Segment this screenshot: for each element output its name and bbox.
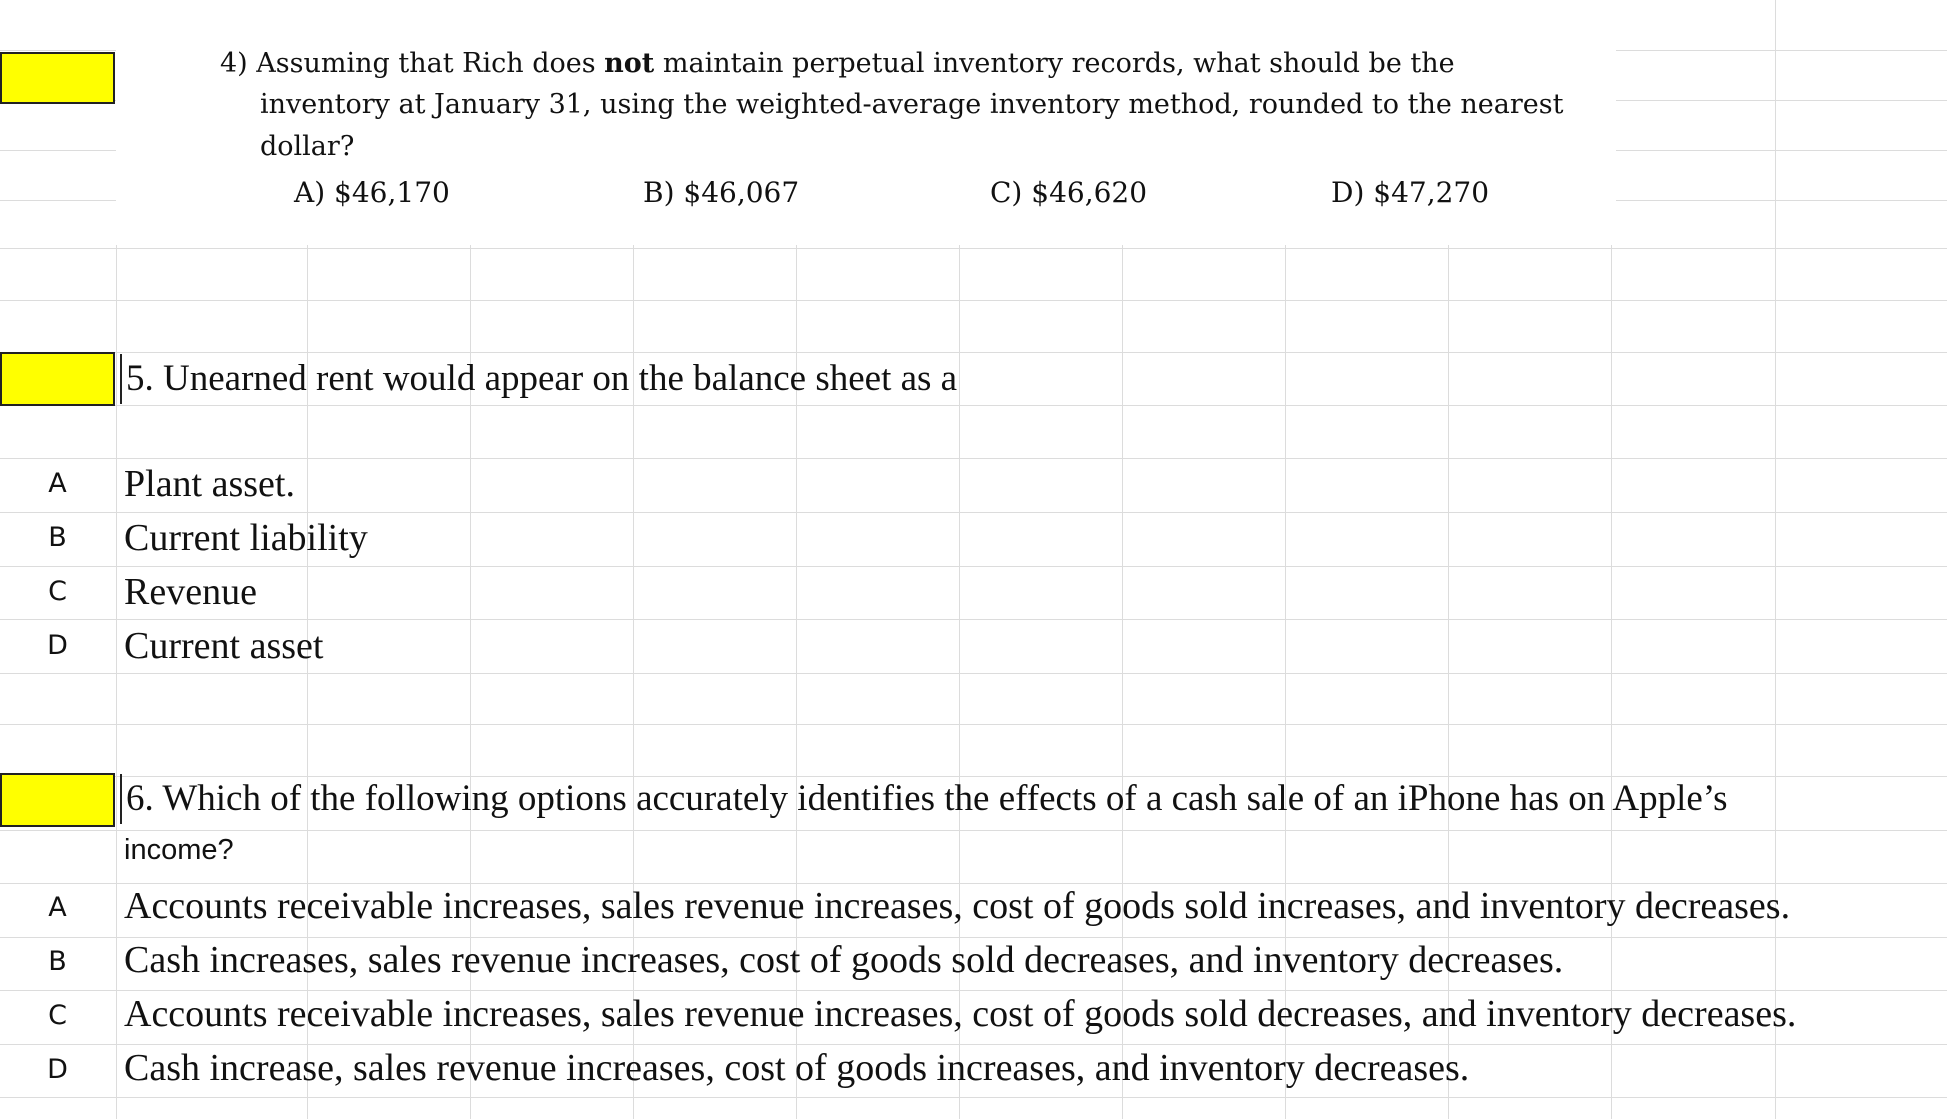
q6-answer-cell[interactable] [0, 773, 115, 827]
q6-question-continuation: income? [124, 834, 234, 866]
q5-answer-cell[interactable] [0, 352, 115, 406]
q5-option-c: Revenue [124, 571, 257, 613]
q5-option-letter-c: C [48, 576, 67, 607]
q4-answer-cell[interactable] [0, 52, 115, 104]
q6-question: 6. Which of the following options accurately identifies the effects of a cash sale of an iPhone has on Apple’s [120, 774, 1728, 824]
q4-emphasis: not [604, 48, 655, 79]
q5-option-letter-d: D [47, 630, 68, 661]
q5-option-b: Current liability [124, 517, 368, 559]
q4-line-3: dollar? [260, 131, 355, 162]
q5-option-letter-b: B [48, 522, 67, 553]
q6-option-letter-b: B [48, 946, 67, 977]
q6-option-letter-a: A [48, 892, 67, 923]
q4-choice-d: D) $47,270 [1331, 176, 1490, 209]
q4-choice-b: B) $46,067 [643, 176, 800, 209]
q5-question: 5. Unearned rent would appear on the balance sheet as a [120, 354, 957, 404]
q4-image-block [116, 0, 1616, 245]
q4-choice-c: C) $46,620 [990, 176, 1148, 209]
q5-option-d: Current asset [124, 625, 324, 667]
q6-option-d: Cash increase, sales revenue increases, cost of goods increases, and inventory decreases. [124, 1047, 1470, 1089]
q6-option-letter-c: C [48, 1000, 67, 1031]
q4-line-2: inventory at January 31, using the weighted-average inventory method, rounded to the nearest [260, 89, 1564, 120]
q4-choice-a: A) $46,170 [294, 176, 450, 209]
q6-option-a: Accounts receivable increases, sales revenue increases, cost of goods sold increases, and inventory decreases. [124, 885, 1791, 927]
q6-option-b: Cash increases, sales revenue increases, cost of goods sold decreases, and inventory decreases. [124, 939, 1564, 981]
q6-option-c: Accounts receivable increases, sales revenue increases, cost of goods sold decreases, and inventory decreases. [124, 993, 1797, 1035]
q4-line-1: 4) Assuming that Rich does not maintain perpetual inventory records, what should be the [220, 48, 1455, 79]
q6-option-letter-d: D [47, 1054, 68, 1085]
q5-option-a: Plant asset. [124, 463, 295, 505]
q5-option-letter-a: A [48, 468, 67, 499]
